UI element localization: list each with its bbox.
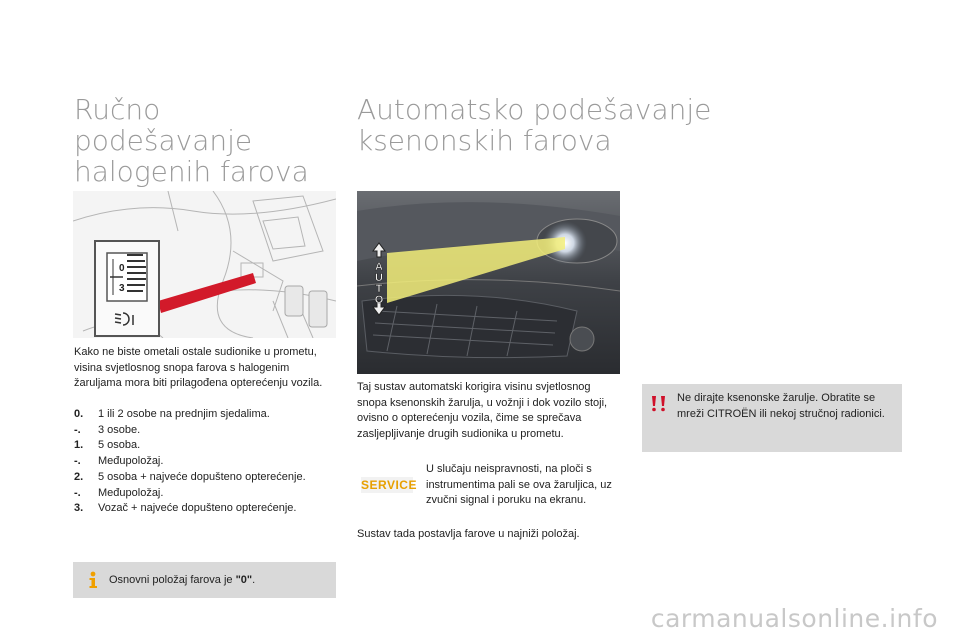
switch-label-top: 0 xyxy=(119,263,125,274)
list-item xyxy=(74,501,342,517)
list-text: Međupoložaj. xyxy=(98,455,164,468)
list-text: Međupoložaj. xyxy=(98,486,164,499)
headlamp-adjuster-illustration xyxy=(73,191,336,338)
auto-letter: O xyxy=(374,294,384,306)
info-note-value: "0" xyxy=(235,574,253,586)
list-text: Vozač + najveće dopušteno opterećenje. xyxy=(98,502,297,515)
list-text: 5 osoba + najveće dopušteno opterećenje. xyxy=(98,470,306,483)
switch-label-bottom: 3 xyxy=(119,283,125,294)
warning-note-text: Ne dirajte ksenonske žarulje. Obratite se mreži CITROËN ili nekoj stručnoj radionici. xyxy=(677,392,885,420)
list-key: -. xyxy=(74,455,81,468)
info-note-prefix: Osnovni položaj farova je xyxy=(109,574,236,586)
info-note-suffix: . xyxy=(252,574,256,586)
right-intro-text: Taj sustav automatski korigira visinu svjetlosnog snopa ksenonskih žarulja, u vožnji i dok vozilo stoji, ovisno o opterećenju vozila, čime se sprečava zasljepljivanje drugih sudionika u prometu. xyxy=(357,381,608,441)
list-text: 1 ili 2 osobe na prednjim sjedalima. xyxy=(98,408,270,420)
load-positions-list xyxy=(74,407,342,517)
info-note xyxy=(73,562,336,598)
list-text: 3 osobe. xyxy=(98,423,141,436)
left-intro-text: Kako ne biste ometali ostale sudionike u prometu, visina svjetlosnog snopa farova s halogenim žaruljama mora biti prilagođena opterećenju vozila. xyxy=(74,346,323,390)
list-item xyxy=(74,423,342,439)
auto-letter: T xyxy=(375,283,383,295)
list-key: 0. xyxy=(74,408,84,420)
system-text: Sustav tada postavlja farove u najniži položaj. xyxy=(357,528,580,540)
watermark: carmanualsonline.info xyxy=(650,604,938,633)
auto-letter: A xyxy=(375,261,383,273)
list-item xyxy=(74,407,342,423)
auto-letter: U xyxy=(375,272,383,284)
right-title: Automatsko podešavanje ksenonskih farova xyxy=(357,93,712,157)
left-title: Ručno podešavanje halogenih farova xyxy=(74,93,309,188)
warning-note xyxy=(642,384,902,452)
list-item xyxy=(74,486,342,502)
warning-icon xyxy=(650,393,672,413)
list-item xyxy=(74,470,342,486)
xenon-headlamp-illustration xyxy=(357,191,620,374)
service-text: U slučaju neispravnosti, na ploči s instrumentima pali se ova žaruljica, uz zvučni signal i poruku na ekranu. xyxy=(426,463,612,507)
list-key: -. xyxy=(74,423,81,436)
service-warning-light: SERVICE xyxy=(361,478,417,492)
list-key: 3. xyxy=(74,502,84,515)
list-text: 5 osoba. xyxy=(98,439,141,452)
list-key: 2. xyxy=(74,470,84,483)
list-item xyxy=(74,454,342,470)
list-key: 1. xyxy=(74,439,84,452)
info-icon xyxy=(85,571,101,589)
info-note-text xyxy=(109,572,255,588)
list-item xyxy=(74,438,342,454)
list-key: -. xyxy=(74,486,81,499)
